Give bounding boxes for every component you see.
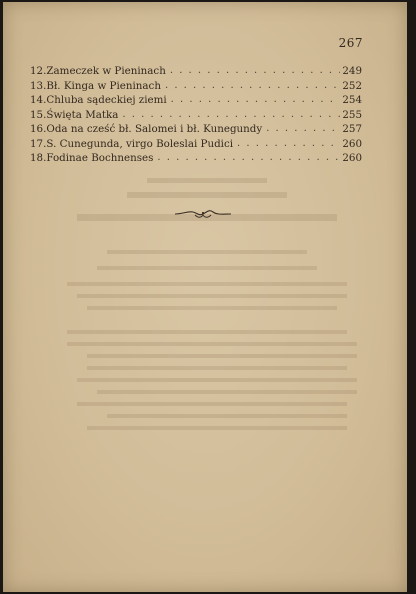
toc-entry bbox=[30, 79, 362, 94]
toc-entry-title: S. Cunegunda, virgo Boleslai Pudici bbox=[46, 137, 234, 150]
toc-entry-page: 254 bbox=[342, 94, 362, 106]
dot-leader bbox=[171, 93, 340, 108]
toc-entry-number: 14. bbox=[30, 94, 47, 106]
toc-entry bbox=[30, 108, 362, 123]
toc-entry-number: 18. bbox=[30, 152, 47, 164]
toc-entry-title: Bł. Kinga w Pieninach bbox=[46, 79, 161, 92]
dot-leader bbox=[157, 151, 340, 166]
toc-entry bbox=[30, 64, 362, 79]
toc-entry-number: 12. bbox=[30, 65, 47, 77]
toc-entry-title: Zameczek w Pieninach bbox=[46, 65, 166, 77]
dot-leader bbox=[165, 79, 340, 94]
page-number: 267 bbox=[338, 36, 363, 50]
toc-entry-page: 249 bbox=[342, 65, 362, 77]
dot-leader bbox=[170, 64, 340, 79]
dot-leader bbox=[122, 108, 340, 123]
toc-entry bbox=[30, 122, 362, 137]
toc-entry-page: 255 bbox=[342, 108, 362, 121]
toc-entry-number: 15. bbox=[30, 108, 47, 121]
bleed-through-texture bbox=[3, 178, 407, 478]
toc-entry-page: 260 bbox=[342, 152, 362, 164]
ornament-flourish bbox=[173, 206, 233, 222]
toc-entry bbox=[30, 93, 362, 108]
toc-entry-number: 16. bbox=[30, 123, 47, 135]
toc-entry-title: Chluba sądeckiej ziemi bbox=[46, 94, 167, 106]
table-of-contents bbox=[30, 64, 362, 166]
book-page bbox=[3, 2, 407, 592]
toc-entry-page: 252 bbox=[342, 79, 362, 92]
toc-entry bbox=[30, 137, 362, 152]
toc-entry bbox=[30, 151, 362, 166]
dot-leader bbox=[237, 137, 340, 152]
toc-entry-title: Święta Matka bbox=[46, 108, 119, 121]
toc-entry-page: 257 bbox=[342, 123, 362, 135]
toc-entry-page: 260 bbox=[342, 137, 362, 150]
toc-entry-title: Oda na cześć bł. Salomei i bł. Kunegundy bbox=[46, 123, 263, 135]
bleed-through-text bbox=[3, 178, 407, 478]
toc-entry-number: 17. bbox=[30, 137, 47, 150]
toc-entry-number: 13. bbox=[30, 79, 47, 92]
dot-leader bbox=[266, 122, 340, 137]
toc-entry-title: Fodinae Bochnenses bbox=[46, 152, 154, 164]
